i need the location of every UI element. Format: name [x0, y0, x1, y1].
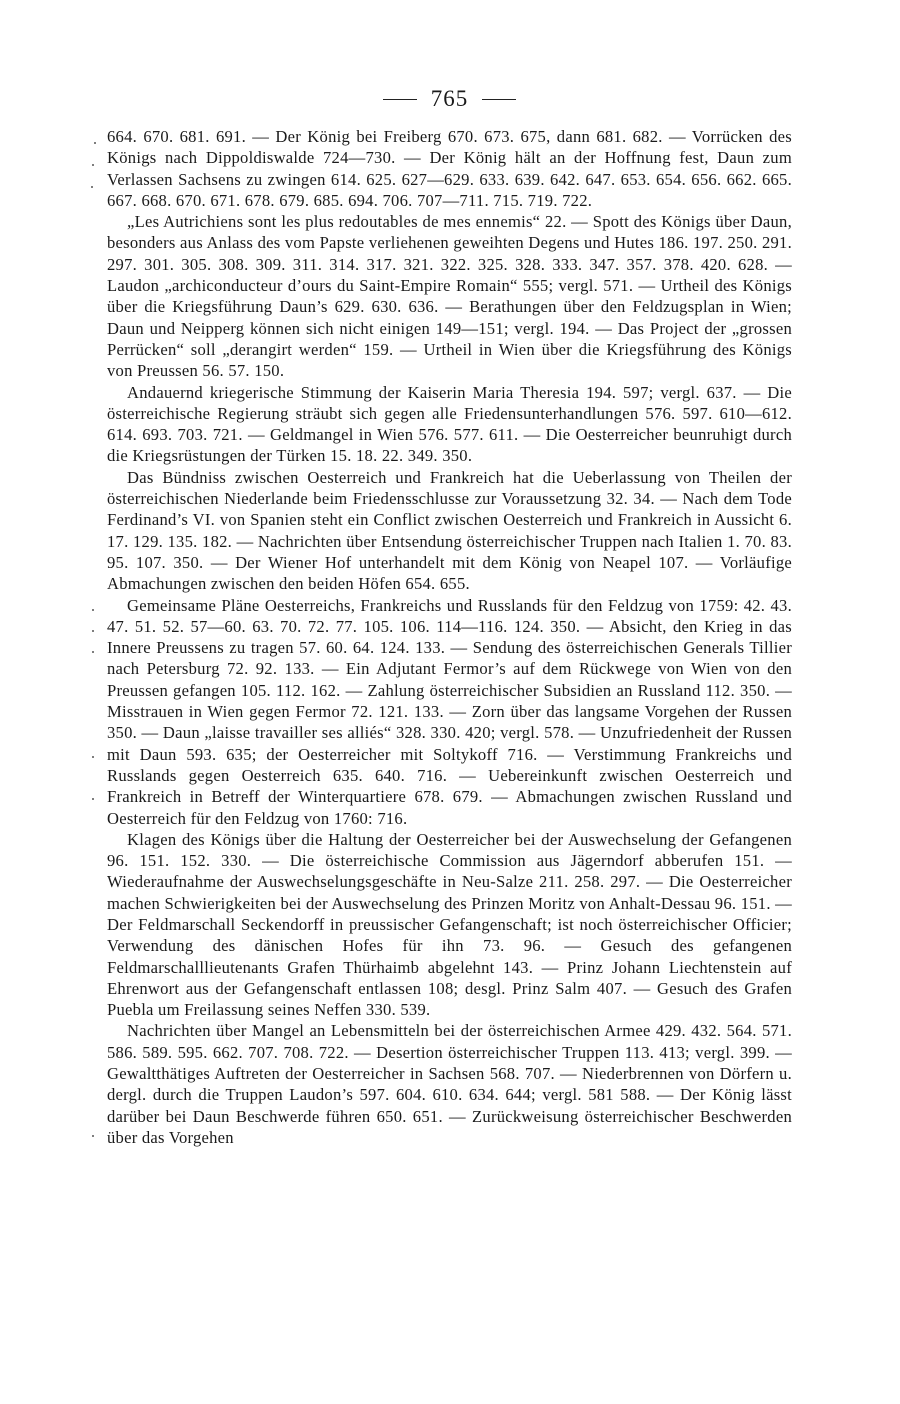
paragraph: „Les Autrichiens sont les plus redoutables de mes ennemis“ 22. — Spott des Königs über Daun, besonders aus Anlass des vom Papste verliehenen geweihten Degens und Hutes 186. 197. 250. 291. 297. 301. 305. 308. 309. 311. 314. 317. 321. 322. 325. 328. 333. 347. 357. 378. 420. 628. — Laudon „archiconducteur d’ours du Saint-Empire Romain“ 555; vergl. 571. — Urtheil des Königs über die Kriegsführung Daun’s 629. 630. 636. — Berathungen über den Feldzugsplan in Wien; Daun und Neipperg können sich nicht einigen 149—151; vergl. 194. — Das Project der „grossen Perrücken“ soll „derangirt werden“ 159. — Urtheil in Wien über die Kriegsführung des Königs von Preussen 56. 57. 150.	[107, 212, 792, 381]
paragraph: Nachrichten über Mangel an Lebensmitteln bei der österreichischen Armee 429. 432. 564. 571. 586. 589. 595. 662. 707. 708. 722. — Desertion österreichischer Truppen 113. 413; vergl. 399. — Gewaltthätiges Auftreten der Oesterreicher in Sachsen 568. 707. — Niederbrennen von Dörfern u. dergl. durch die Truppen Laudon’s 597. 604. 610. 634. 644; vergl. 581 588. — Der König lässt darüber bei Daun Beschwerde führen 650. 651. — Zurückweisung österreichischer Beschwerden über das Vorgehen	[107, 1021, 792, 1147]
margin-dot	[92, 1135, 94, 1137]
paragraph: 664. 670. 681. 691. — Der König bei Freiberg 670. 673. 675, dann 681. 682. — Vorrücken des Königs nach Dippoldiswalde 724—730. — Der König hält an der Hoffnung fest, Daun zum Verlassen Sachsens zu zwingen 614. 625. 627—629. 633. 639. 642. 647. 653. 654. 656. 662. 665. 667. 668. 670. 671. 678. 679. 685. 694. 706. 707—711. 715. 719. 722.	[107, 127, 792, 210]
body-text	[107, 126, 792, 1148]
paragraph: Andauernd kriegerische Stimmung der Kaiserin Maria Theresia 194. 597; vergl. 637. — Die österreichische Regierung sträubt sich gegen alle Friedensunterhandlungen 576. 597. 610—612. 614. 693. 703. 721. — Geldmangel in Wien 576. 577. 611. — Die Oesterreicher beunruhigt durch die Kriegsrüstungen der Türken 15. 18. 22. 349. 350.	[107, 382, 792, 466]
header-rule-right	[482, 99, 516, 100]
margin-dot	[91, 186, 93, 188]
header-rule-left	[383, 99, 417, 100]
margin-dot	[92, 756, 94, 758]
paragraph: Gemeinsame Pläne Oesterreichs, Frankreichs und Russlands für den Feldzug von 1759: 42. 43. 47. 51. 52. 57—60. 63. 70. 72. 77. 105. 106. 114—116. 124. 350. — Absicht, den Krieg in das Innere Preussens zu tragen 57. 60. 64. 124. 133. — Sendung des österreichischen Generals Tillier nach Petersburg 72. 92. 133. — Ein Adjutant Fermor’s auf dem Rückwege von Wien von den Preussen gefangen 105. 112. 162. — Zahlung österreichischer Subsidien an Russland 112. 350. — Misstrauen in Wien gegen Fermor 72. 121. 133. — Zorn über das langsame Vorgehen der Russen 350. — Daun „laisse travailler ses alliés“ 328. 330. 420; vergl. 578. — Unzufriedenheit der Russen mit Daun 593. 635; der Oesterreicher mit Soltykoff 716. — Verstimmung Frankreichs und Russlands gegen Oesterreich 635. 640. 716. — Uebereinkunft zwischen Oesterreich und Frankreich in Betreff der Winterquartiere 678. 679. — Abmachungen zwischen Russland und Oesterreich für den Feldzug von 1760: 716.	[107, 595, 792, 828]
margin-dot	[92, 798, 94, 800]
page-number: 765	[430, 86, 469, 111]
document-page	[107, 86, 792, 1148]
margin-dot	[94, 142, 96, 144]
paragraph: Klagen des Königs über die Haltung der Oesterreicher bei der Auswechselung der Gefangenen 96. 151. 152. 330. — Die österreichische Commission aus Jägerndorf abberufen 151. — Wiederaufnahme der Auswechselungsgeschäfte in Neu-Salze 211. 258. 297. — Die Oesterreicher machen Schwierigkeiten bei der Auswechselung des Prinzen Moritz von Anhalt-Dessau 96. 151. — Der Feldmarschall Seckendorff in preussischer Gefangenschaft; ist noch österreichischer Officier; Verwendung des dänischen Hofes für ihn 73. 96. — Gesuch des gefangenen Feldmarschalllieutenants Grafen Thürhaimb abgelehnt 143. — Prinz Johann Liechtenstein auf Ehrenwort aus der Gefangenschaft entlassen 108; desgl. Prinz Salm 407. — Gesuch des Grafen Puebla um Freilassung seines Neffen 330. 539.	[107, 829, 792, 1020]
margin-dot	[92, 651, 94, 653]
margin-dot	[92, 164, 94, 166]
page-header	[107, 86, 792, 126]
paragraph: Das Bündniss zwischen Oesterreich und Frankreich hat die Ueberlassung von Theilen der österreichischen Niederlande beim Friedensschlusse zur Voraussetzung 32. 34. — Nach dem Tode Ferdinand’s VI. von Spanien steht ein Conflict zwischen Oesterreich und Frankreich in Aussicht 6. 17. 129. 135. 182. — Nachrichten über Entsendung österreichischer Truppen nach Italien 1. 70. 83. 95. 107. 350. — Der Wiener Hof unterhandelt mit dem König von Neapel 107. — Vorläufige Abmachungen zwischen den beiden Höfen 654. 655.	[107, 467, 792, 594]
margin-dot	[92, 609, 94, 611]
margin-dot	[92, 630, 94, 632]
